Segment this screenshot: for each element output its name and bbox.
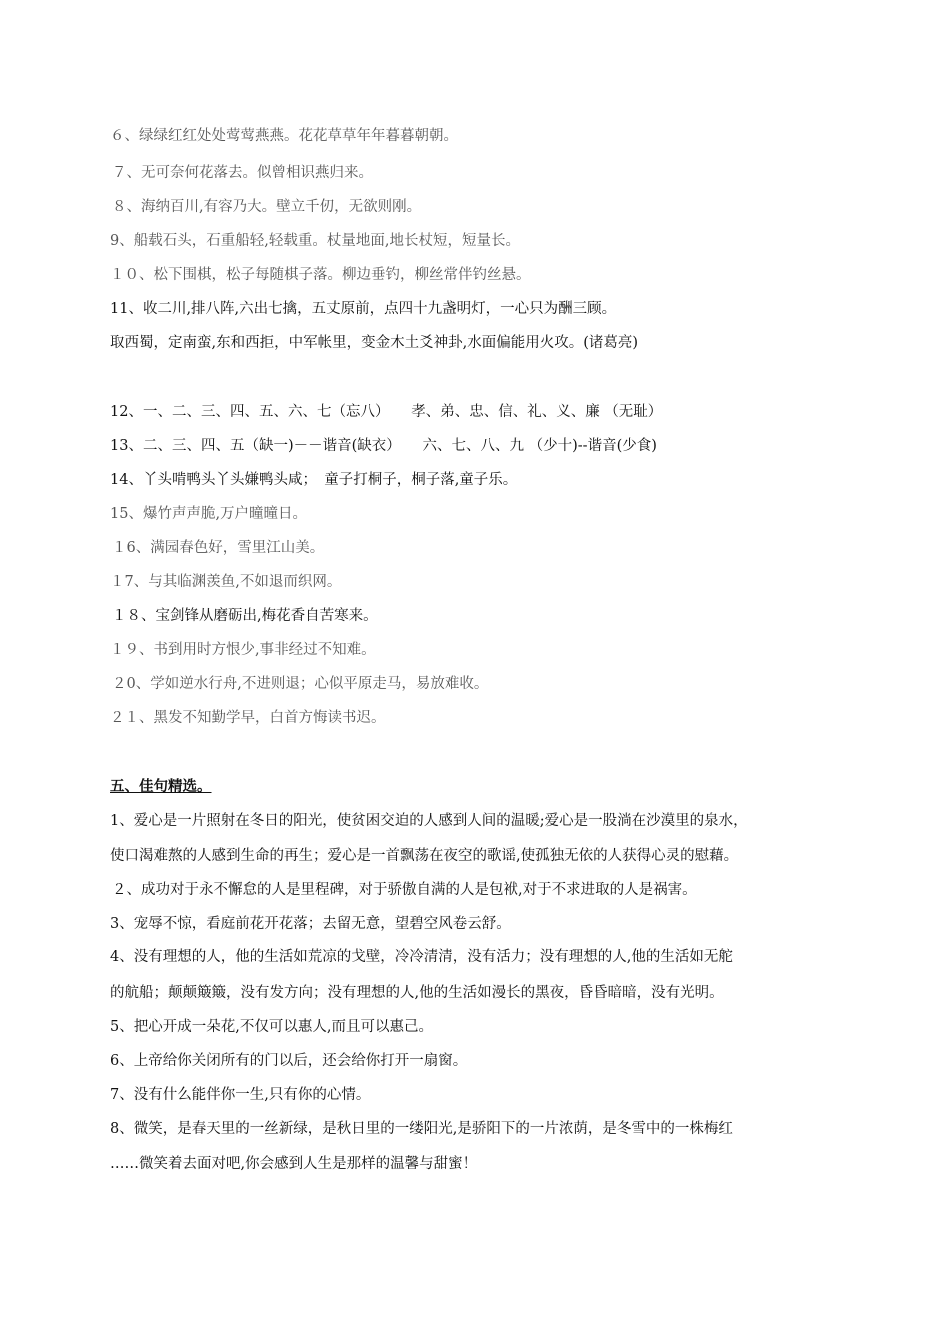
line-17: １7、与其临渊羡鱼,不如退而织网。 <box>110 574 342 590</box>
quote-5: 5、把心开成一朵花,不仅可以惠人,而且可以惠己。 <box>110 1019 433 1035</box>
line-21: ２１、黑发不知勤学早，白首方悔读书迟。 <box>110 710 386 726</box>
line-7: ７、无可奈何花落去。似曾相识燕归来。 <box>112 165 373 181</box>
quote-8-part2: ……微笑着去面对吧,你会感到人生是那样的温馨与甜蜜！ <box>110 1156 478 1172</box>
line-8: ８、海纳百川,有容乃大。壁立千仞，无欲则刚。 <box>112 199 422 215</box>
quote-6: 6、上帝给你关闭所有的门以后，还会给你打开一扇窗。 <box>110 1053 468 1069</box>
line-16: １6、满园春色好，雪里江山美。 <box>112 540 325 556</box>
quote-3: 3、宠辱不惊，看庭前花开花落；去留无意，望碧空风卷云舒。 <box>110 916 511 932</box>
quote-7: 7、没有什么能伴你一生,只有你的心情。 <box>110 1087 371 1103</box>
line-10: １０、松下围棋，松子每随棋子落。柳边垂钓，柳丝常伴钓丝悬。 <box>110 267 531 283</box>
quote-1-part2: 使口渴难熬的人感到生命的再生；爱心是一首飘荡在夜空的歌谣,使孤独无依的人获得心灵的慰藉。 <box>110 848 739 864</box>
quote-2: ２、成功对于永不懈怠的人是里程碑，对于骄傲自满的人是包袱,对于不求进取的人是祸害。 <box>112 882 697 898</box>
line-14: 14、丫头啃鸭头丫头嫌鸭头咸； 童子打桐子，桐子落,童子乐。 <box>110 472 518 488</box>
line-9: 9、船载石头，石重船轻,轻载重。杖量地面,地长杖短，短量长。 <box>110 233 520 249</box>
quote-4-part2: 的航船；颠颠簸簸，没有发方向；没有理想的人,他的生活如漫长的黑夜，昏昏暗暗，没有光明。 <box>110 985 724 1001</box>
line-11-part1: 11、收二川,排八阵,六出七擒，五丈原前，点四十九盏明灯，一心只为酬三顾。 <box>110 301 617 317</box>
line-15: 15、爆竹声声脆,万户曈曈日。 <box>110 506 308 522</box>
line-18: １８、宝剑锋从磨砺出,梅花香自苦寒来。 <box>112 608 378 624</box>
line-12: 12、一、二、三、四、五、六、七（忘八） 孝、弟、忠、信、礼、义、廉 （无耻） <box>110 404 663 420</box>
line-13: 13、二、三、四、五（缺一)－－谐音(缺衣） 六、七、八、九 （少十)--谐音(少食) <box>110 438 657 454</box>
line-6: ６、绿绿红红处处莺莺燕燕。花花草草年年暮暮朝朝。 <box>110 128 458 144</box>
section-heading: 五、佳句精选。 <box>110 778 212 795</box>
line-20: ２0、学如逆水行舟,不进则退；心似平原走马，易放难收。 <box>112 676 489 692</box>
line-11-part2: 取西蜀，定南蛮,东和西拒，中军帐里，变金木土爻神卦,水面偏能用火攻。(诸葛亮) <box>110 335 639 351</box>
quote-1-part1: 1、爱心是一片照射在冬日的阳光，使贫困交迫的人感到人间的温暖;爱心是一股淌在沙漠里的泉水， <box>110 813 748 829</box>
quote-4-part1: 4、没有理想的人，他的生活如荒凉的戈壁，冷冷清清，没有活力；没有理想的人,他的生活如无舵 <box>110 949 733 965</box>
quote-8-part1: 8、微笑，是春天里的一丝新绿，是秋日里的一缕阳光,是骄阳下的一片浓荫，是冬雪中的一株梅红 <box>110 1121 733 1137</box>
line-19: １９、书到用时方恨少,事非经过不知难。 <box>110 642 376 658</box>
